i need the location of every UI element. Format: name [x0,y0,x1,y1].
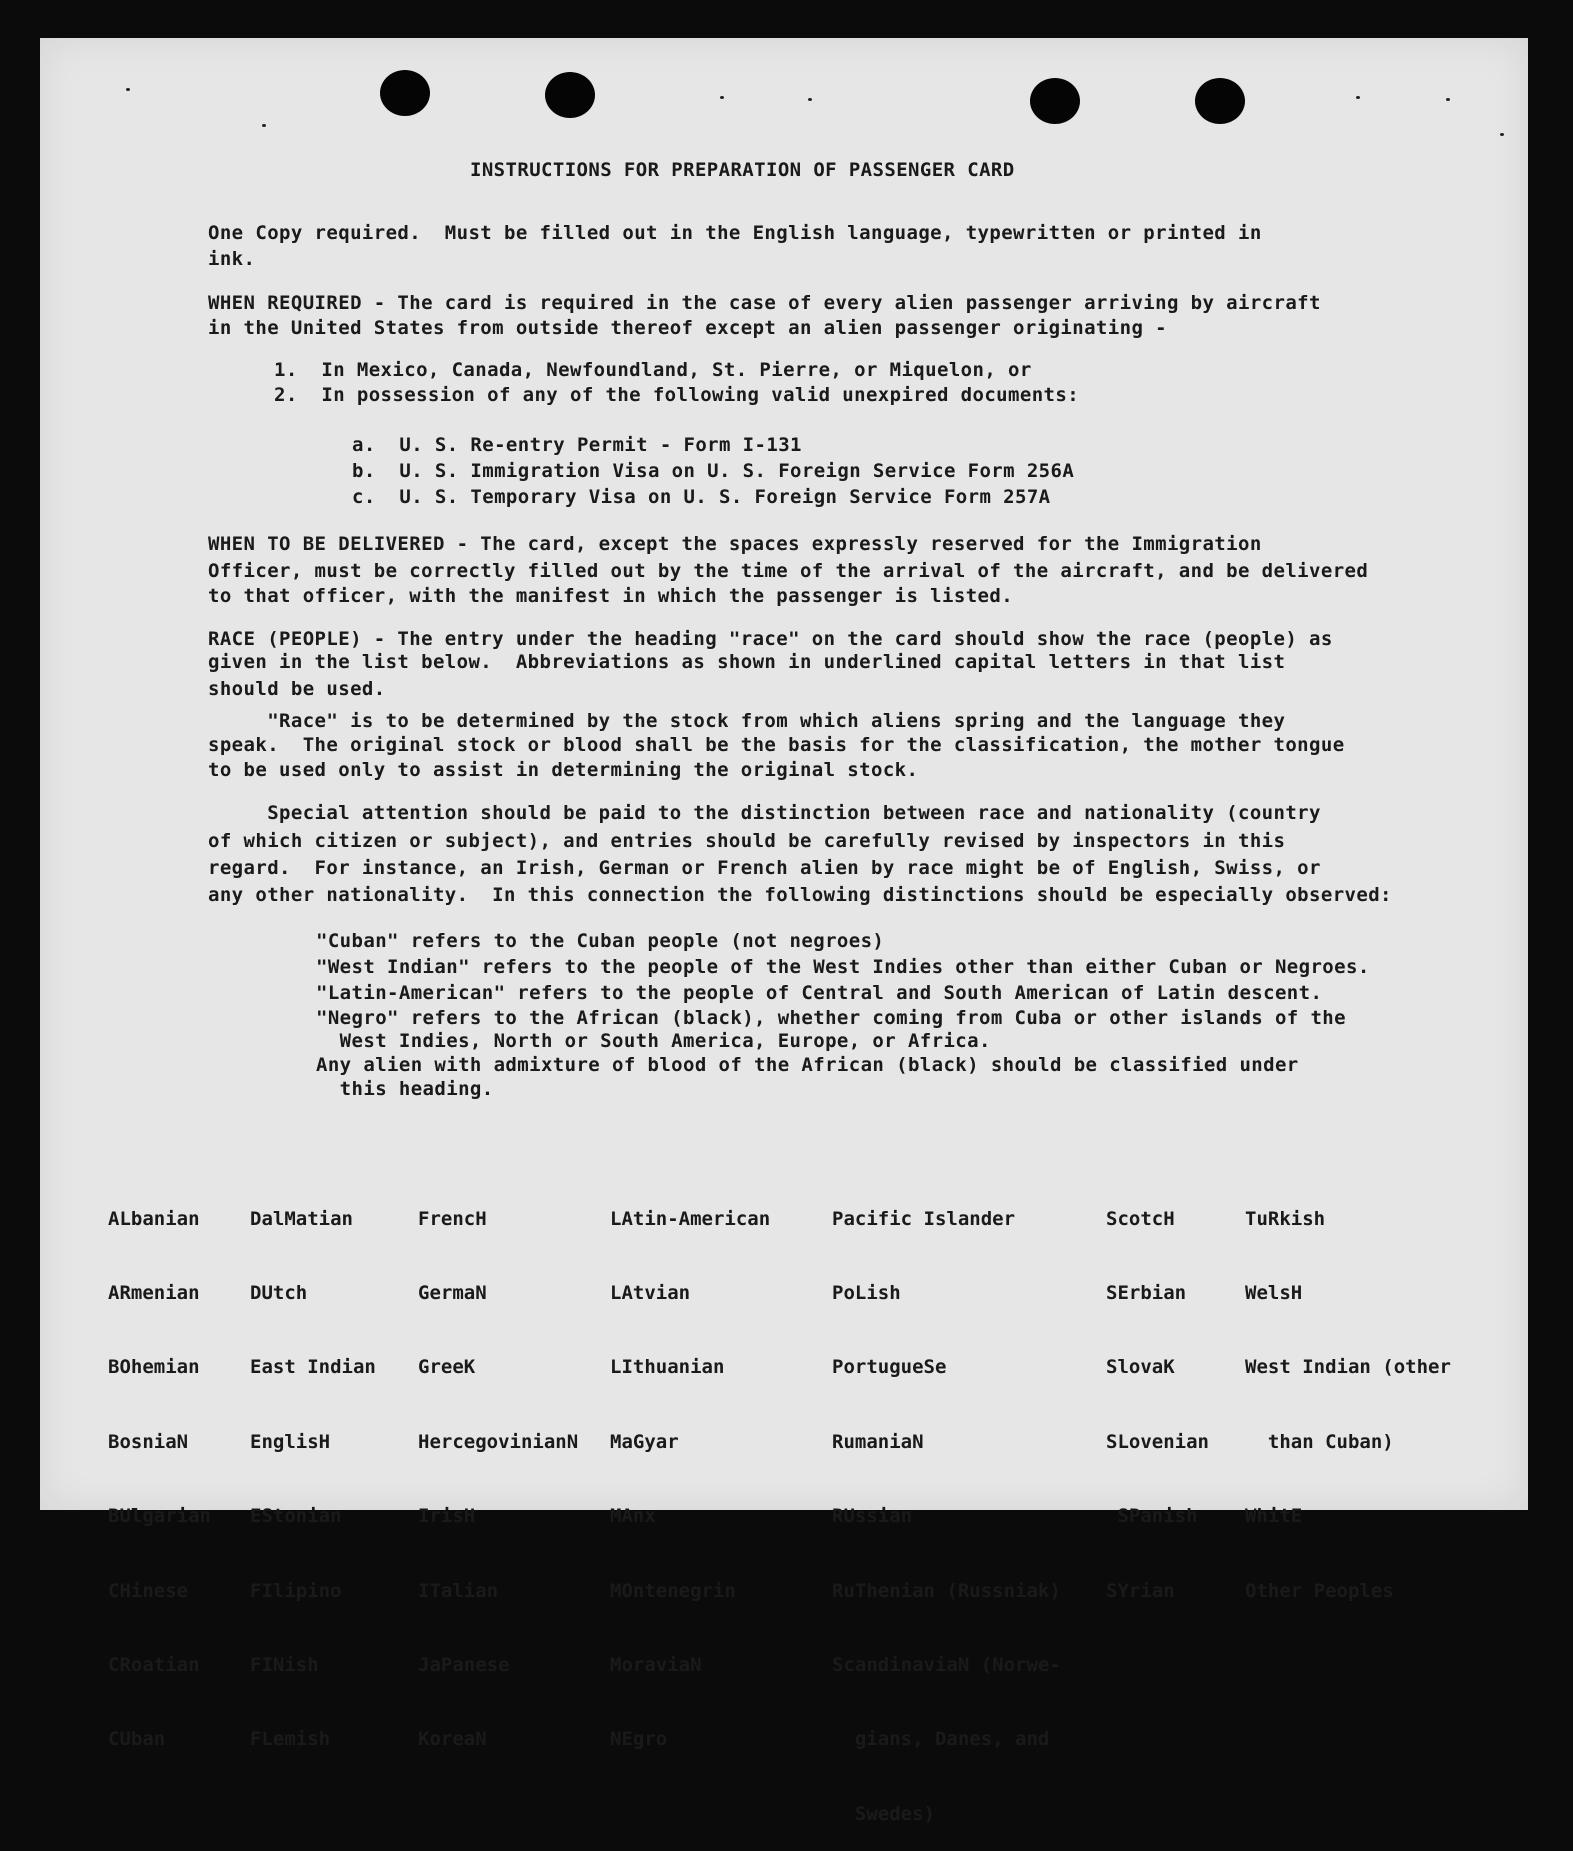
race-entry: RumaniaN [832,1430,924,1453]
race-entry: LAtin-American [610,1207,771,1230]
race-entry: DalMatian [250,1207,353,1230]
when-required-line: WHEN REQUIRED - The card is required in the case of every alien passenger arriving by aircraft [208,292,1321,314]
race-entry: CRoatian [108,1653,200,1676]
race-entry: Swedes) [832,1802,935,1825]
race-entry: SLovenian [1106,1430,1209,1453]
distinction-line: "West Indian" refers to the people of the West Indies other than either Cuban or Negroes. [316,956,1370,978]
when-required-line: in the United States from outside thereof except an alien passenger originating - [208,317,1167,339]
race-entry: MOntenegrin [610,1579,736,1602]
race-entry: JaPanese [418,1653,510,1676]
race-entry: RuThenian (Russniak) [832,1579,1061,1602]
race-definition-line: "Race" is to be determined by the stock from which aliens spring and the language they [208,710,1286,732]
race-entry: HercegovinianN [418,1430,579,1453]
race-entry: SYrian [1106,1579,1175,1602]
race-people-line: given in the list below. Abbreviations as shown in underlined capital letters in that list [208,651,1286,673]
race-entry: WelsH [1245,1281,1303,1304]
race-entry: LIthuanian [610,1356,725,1379]
race-list-column-5 [832,1157,1061,1851]
race-entry: EStonian [250,1505,342,1528]
race-list-column-2 [250,1157,376,1777]
when-delivered-line: WHEN TO BE DELIVERED - The card, except the spaces expressly reserved for the Immigration [208,533,1262,555]
lettered-item: a. U. S. Re-entry Permit - Form I-131 [352,434,802,456]
race-entry: FINish [250,1653,319,1676]
race-entry: LAtvian [610,1281,691,1304]
race-entry: CUban [108,1728,166,1751]
speck [262,124,266,127]
race-entry: WhitE [1245,1505,1303,1528]
race-entry: KoreaN [418,1728,487,1751]
race-entry: PoLish [832,1281,901,1304]
speck [720,96,724,99]
distinction-line: Any alien with admixture of blood of the African (black) should be classified under [316,1054,1299,1076]
race-entry: ITalian [418,1579,499,1602]
race-entry: MaGyar [610,1430,679,1453]
race-entry: SPanish [1106,1505,1198,1528]
speck [808,98,812,101]
distinction-line: "Cuban" refers to the Cuban people (not negroes) [316,930,885,952]
race-entry: ALbanian [108,1207,200,1230]
race-entry: GreeK [418,1356,476,1379]
speck [1446,98,1450,101]
race-entry: EnglisH [250,1430,331,1453]
race-definition-line: speak. The original stock or blood shall be the basis for the classification, the mother tongue [208,734,1345,756]
race-list-column-7 [1245,1157,1451,1628]
speck [1356,96,1360,99]
race-entry: BosniaN [108,1430,189,1453]
race-entry: PortugueSe [832,1356,947,1379]
race-entry: West Indian (other [1245,1356,1451,1379]
race-entry: ARmenian [108,1281,200,1304]
race-entry: East Indian [250,1356,376,1379]
race-entry: Pacific Islander [832,1207,1016,1230]
race-entry: BOhemian [108,1356,200,1379]
distinction-line: "Latin-American" refers to the people of Central and South American of Latin descent. [316,982,1323,1004]
race-definition-line: to be used only to assist in determining the original stock. [208,759,919,781]
distinction-line: this heading. [316,1078,494,1100]
race-list-column-6 [1106,1157,1209,1628]
race-entry: FrencH [418,1207,487,1230]
speck [1500,133,1504,136]
special-attention-line: regard. For instance, an Irish, German or French alien by race might be of English, Swiss, or [208,857,1321,879]
race-entry: FIlipino [250,1579,342,1602]
distinction-line: "Negro" refers to the African (black), whether coming from Cuba or other islands of the [316,1007,1346,1029]
race-entry: ScandinaviaN (Norwe- [832,1653,1061,1676]
race-entry: TuRkish [1245,1207,1326,1230]
race-list-column-1 [108,1157,211,1777]
race-list-column-3 [418,1157,578,1777]
race-entry: MoraviaN [610,1653,702,1676]
race-entry: BUlgarian [108,1505,211,1528]
punch-hole [380,70,430,116]
numbered-item: 2. In possession of any of the following valid unexpired documents: [274,384,1080,406]
race-entry: GermaN [418,1281,487,1304]
race-entry: CHinese [108,1579,189,1602]
when-delivered-line: to that officer, with the manifest in which the passenger is listed. [208,585,1014,607]
intro-line: One Copy required. Must be filled out in the English language, typewritten or printed in [208,222,1262,244]
race-entry: Other Peoples [1245,1579,1394,1602]
punch-hole [1195,78,1245,124]
special-attention-line: Special attention should be paid to the distinction between race and nationality (country [208,802,1321,824]
numbered-item: 1. In Mexico, Canada, Newfoundland, St. Pierre, or Miquelon, or [274,359,1032,381]
intro-line: ink. [208,248,256,270]
punch-hole [545,72,595,118]
speck [126,88,130,91]
race-list-column-4 [610,1157,770,1777]
race-people-line: RACE (PEOPLE) - The entry under the heading "race" on the card should show the race (people) as [208,628,1333,650]
race-entry: NEgro [610,1728,668,1751]
special-attention-line: any other nationality. In this connection the following distinctions should be especially observed: [208,884,1392,906]
race-entry: FLemish [250,1728,331,1751]
race-entry: IrisH [418,1505,476,1528]
lettered-item: c. U. S. Temporary Visa on U. S. Foreign Service Form 257A [352,486,1051,508]
document-title: INSTRUCTIONS FOR PREPARATION OF PASSENGER CARD [470,159,1015,181]
race-entry: SlovaK [1106,1356,1175,1379]
race-entry: SErbian [1106,1281,1187,1304]
race-entry: RUssian [832,1505,913,1528]
distinction-line: West Indies, North or South America, Europe, or Africa. [316,1030,991,1052]
special-attention-line: of which citizen or subject), and entries should be carefully revised by inspectors in this [208,830,1286,852]
race-people-line: should be used. [208,678,386,700]
race-entry: ScotcH [1106,1207,1175,1230]
race-entry: DUtch [250,1281,308,1304]
when-delivered-line: Officer, must be correctly filled out by the time of the arrival of the aircraft, and be delivered [208,560,1369,582]
race-entry: MAnx [610,1505,656,1528]
punch-hole [1030,78,1080,124]
lettered-item: b. U. S. Immigration Visa on U. S. Foreign Service Form 256A [352,460,1075,482]
race-entry: than Cuban) [1245,1430,1394,1453]
race-entry: gians, Danes, and [832,1728,1050,1751]
